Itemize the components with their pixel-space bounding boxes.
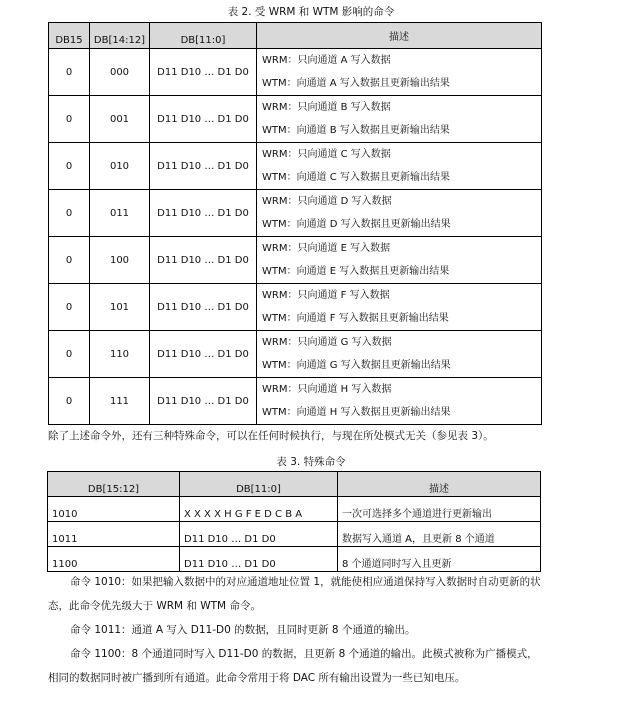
cell-db15-12: 1011 — [48, 522, 180, 547]
paragraph-cmd-1010: 命令 1010：如果把输入数据中的对应通道地址位置 1，就能使相应通道保持写入数据时自动更新的状态，此命令优先级大于 WRM 和 WTM 命令。 — [48, 576, 541, 612]
table-row — [49, 237, 542, 284]
wtm-text: WTM：向通道 G 写入数据且更新输出结果 — [262, 360, 451, 371]
cell-description — [257, 190, 542, 237]
paragraph-cmd-1100: 命令 1100：8 个通道同时写入 D11-D0 的数据，且更新 8 个通道的输出。此模式被称为广播模式，相同的数据同时被广播到所有通道。此命令常用于将 DAC 所有输出设置为一些已知电压。 — [48, 648, 538, 684]
cell-db14-12: 000 — [90, 49, 150, 96]
table-header-row — [48, 472, 541, 497]
wtm-text: WTM：向通道 F 写入数据且更新输出结果 — [262, 313, 449, 324]
cell-db14-12: 011 — [90, 190, 150, 237]
cell-db14-12: 110 — [90, 331, 150, 378]
wrm-text: WRM：只向通道 C 写入数据 — [262, 149, 391, 160]
table-row — [49, 143, 542, 190]
cell-db11-0: D11 D10 … D1 D0 — [180, 522, 338, 547]
cell-db11-0: D11 D10 … D1 D0 — [150, 284, 257, 331]
cell-description — [257, 96, 542, 143]
wtm-text: WTM：向通道 D 写入数据且更新输出结果 — [262, 219, 451, 230]
wrm-text: WRM：只向通道 H 写入数据 — [262, 384, 392, 395]
header-db15: DB15 — [49, 23, 90, 49]
wtm-text: WTM：向通道 A 写入数据且更新输出结果 — [262, 78, 450, 89]
table-row — [49, 190, 542, 237]
header-db15-12: DB[15:12] — [48, 472, 180, 497]
cell-db15: 0 — [49, 96, 90, 143]
cell-description — [257, 237, 542, 284]
cell-db11-0: D11 D10 … D1 D0 — [150, 143, 257, 190]
table-row — [49, 49, 542, 96]
cell-db11-0: D11 D10 … D1 D0 — [150, 378, 257, 425]
cell-db11-0: D11 D10 … D1 D0 — [180, 547, 338, 572]
table3-caption: 表 3. 特殊命令 — [276, 456, 346, 468]
header-description: 描述 — [338, 472, 541, 497]
wrm-text: WRM：只向通道 A 写入数据 — [262, 55, 391, 66]
cell-db11-0: D11 D10 … D1 D0 — [150, 237, 257, 284]
table-row — [48, 497, 541, 522]
cell-description — [257, 331, 542, 378]
header-db11-0: DB[11:0] — [150, 23, 257, 49]
cell-description — [257, 378, 542, 425]
header-description: 描述 — [257, 23, 542, 49]
cell-db15: 0 — [49, 284, 90, 331]
table-row — [49, 378, 542, 425]
header-db11-0: DB[11:0] — [180, 472, 338, 497]
cell-db14-12: 100 — [90, 237, 150, 284]
cell-description — [257, 143, 542, 190]
wrm-text: WRM：只向通道 F 写入数据 — [262, 290, 390, 301]
table-row — [48, 547, 541, 572]
table2-caption: 表 2. 受 WRM 和 WTM 影响的命令 — [227, 6, 395, 18]
cell-db11-0: D11 D10 … D1 D0 — [150, 49, 257, 96]
cell-db11-0: X X X X H G F E D C B A — [180, 497, 338, 522]
table-row — [49, 284, 542, 331]
special-commands-table — [47, 471, 541, 572]
wrm-text: WRM：只向通道 B 写入数据 — [262, 102, 391, 113]
wtm-text: WTM：向通道 C 写入数据且更新输出结果 — [262, 172, 450, 183]
wtm-text: WTM：向通道 B 写入数据且更新输出结果 — [262, 125, 450, 136]
table-row — [48, 522, 541, 547]
wtm-text: WTM：向通道 E 写入数据且更新输出结果 — [262, 266, 450, 277]
wrm-text: WRM：只向通道 G 写入数据 — [262, 337, 392, 348]
header-db14-12: DB[14:12] — [90, 23, 150, 49]
table-row — [49, 96, 542, 143]
cell-description — [257, 49, 542, 96]
wtm-text: WTM：向通道 H 写入数据且更新输出结果 — [262, 407, 451, 418]
cell-db11-0: D11 D10 … D1 D0 — [150, 190, 257, 237]
cell-db15: 0 — [49, 378, 90, 425]
cell-db15-12: 1010 — [48, 497, 180, 522]
cell-description: 8 个通道同时写入且更新 — [338, 547, 541, 572]
cell-db14-12: 010 — [90, 143, 150, 190]
cell-db11-0: D11 D10 … D1 D0 — [150, 96, 257, 143]
cell-db15-12: 1100 — [48, 547, 180, 572]
intro-paragraph: 除了上述命令外，还有三种特殊命令，可以在任何时候执行，与现在所处模式无关（参见表 3）。 — [48, 430, 494, 442]
cell-db14-12: 101 — [90, 284, 150, 331]
table-row — [49, 331, 542, 378]
wrm-text: WRM：只向通道 E 写入数据 — [262, 243, 391, 254]
paragraph-cmd-1011: 命令 1011：通道 A 写入 D11-D0 的数据，且同时更新 8 个通道的输出。 — [70, 624, 416, 636]
cell-db14-12: 111 — [90, 378, 150, 425]
cell-db15: 0 — [49, 143, 90, 190]
cell-description — [257, 284, 542, 331]
wrm-text: WRM：只向通道 D 写入数据 — [262, 196, 392, 207]
cell-db15: 0 — [49, 331, 90, 378]
cell-db15: 0 — [49, 190, 90, 237]
cell-db11-0: D11 D10 … D1 D0 — [150, 331, 257, 378]
cell-db15: 0 — [49, 237, 90, 284]
cell-description: 数据写入通道 A，且更新 8 个通道 — [338, 522, 541, 547]
cell-description: 一次可选择多个通道进行更新输出 — [338, 497, 541, 522]
cell-db14-12: 001 — [90, 96, 150, 143]
table-header-row — [49, 23, 542, 49]
wrm-wtm-commands-table — [48, 22, 542, 425]
cell-db15: 0 — [49, 49, 90, 96]
